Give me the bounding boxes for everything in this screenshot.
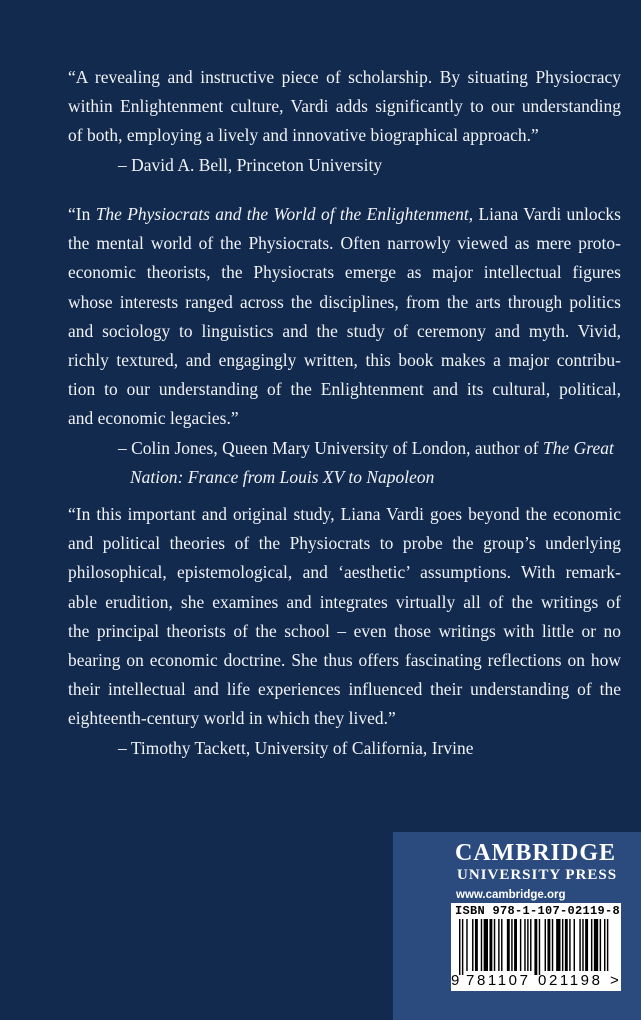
barcode-bar (484, 919, 488, 971)
barcode-bar (520, 919, 521, 971)
blurb-line: of both, employing a lively and innovative biographical approach.” (68, 125, 539, 146)
barcode-bar (494, 919, 495, 971)
barcode-bar (514, 919, 517, 971)
isbn-barcode (451, 903, 621, 991)
barcode-bar (507, 919, 510, 971)
barcode-bar (511, 919, 512, 971)
barcode-bar (562, 919, 563, 971)
blurb-line: and economic legacies.” (68, 408, 239, 429)
barcode-bar (534, 919, 537, 975)
blurb-line: within Enlightenment culture, Vardi adds significantly to our understanding (68, 96, 621, 117)
attribution-title: Nation: France from Louis XV to Napoleon (130, 466, 435, 487)
barcode-bar (579, 919, 580, 971)
blurb-line: the principal theorists of the school – even those writings with little or no (68, 620, 621, 641)
blurb-line: and political theories of the Physiocrats to probe the group’s underlying (68, 533, 621, 554)
barcode-end-mark: > (610, 972, 619, 989)
barcode-bar (527, 919, 528, 971)
blurb-line: “A revealing and instructive piece of scholarship. By situating Physiocracy (68, 67, 621, 87)
barcode-bar (498, 919, 499, 971)
publisher-name: CAMBRIDGE (455, 840, 617, 866)
blurb-line: able erudition, she examines and integrates virtually all of the writings of (68, 591, 621, 612)
blurb-line: “In this important and original study, Liana Vardi goes beyond the economic (68, 504, 621, 524)
blurb-line: philosophical, epistemological, and ‘aesthetic’ assumptions. With remark- (68, 562, 621, 583)
blurb-line: richly textured, and engagingly written, this book makes a major contribu- (68, 350, 621, 371)
blurb-line: the mental world of the Physiocrats. Often narrowly viewed as mere proto- (68, 233, 621, 254)
blurb-line: their intellectual and life experiences influenced their understanding of the (68, 679, 621, 700)
barcode-bar (547, 919, 550, 971)
attribution-bell: – David A. Bell, Princeton University (118, 154, 383, 175)
barcode-bar (569, 919, 570, 971)
barcode-digit-lead: 9 (451, 972, 460, 989)
barcode-bar (545, 919, 546, 971)
attribution-jones (68, 434, 621, 492)
blurb-line: eighteenth-century world in which they lived.” (68, 708, 396, 729)
barcode-bar (489, 919, 492, 971)
attribution-text: – Colin Jones, Queen Mary University of London, author of (118, 437, 544, 458)
barcode-bar (475, 919, 478, 971)
barcode-bar (552, 919, 553, 971)
isbn-label: ISBN 978-1-107-02119-8 (455, 904, 621, 918)
blurb-line: economic theorists, the Physiocrats emerge as major intellectual figures (68, 262, 621, 283)
barcode-bar (591, 919, 592, 971)
barcode-bars (455, 919, 619, 975)
blurb-line: whose interests ranged across the disciplines, from the arts through politics (68, 291, 621, 312)
blurb-jones (68, 200, 621, 492)
publisher-press: UNIVERSITY PRESS (457, 867, 618, 883)
barcode-digit-group-left: 781107 (466, 972, 531, 989)
barcode-bar (574, 919, 575, 971)
barcode-bar (585, 919, 588, 971)
barcode-digit-group-right: 021198 (538, 972, 603, 989)
blurb-suffix: , Liana Vardi unlocks (468, 204, 621, 224)
barcode-bar (466, 919, 467, 971)
barcode-bar (600, 919, 601, 971)
blurb-line (68, 200, 621, 229)
barcode-bar (582, 919, 583, 971)
barcode-bar (501, 919, 502, 971)
attribution-tackett: – Timothy Tackett, University of California, Irvine (118, 737, 474, 758)
attribution-title: The Great (543, 437, 614, 458)
blurb-bell (68, 63, 621, 180)
barcode-bar (539, 919, 540, 975)
book-title: The Physiocrats and the World of the Enlightenment (95, 204, 469, 224)
blurb-line: tion to our understanding of the Enlightenment and its cultural, political, (68, 379, 621, 400)
barcode-bar (604, 919, 605, 971)
publisher-url: www.cambridge.org (456, 889, 566, 901)
barcode-bar (524, 919, 525, 971)
blurb-line: bearing on economic doctrine. She thus offers fascinating reflections on how (68, 650, 621, 671)
barcode-bar (607, 919, 608, 971)
barcode-bar (565, 919, 568, 971)
blurb-tackett (68, 500, 621, 763)
barcode-bar (472, 919, 473, 971)
barcode-bar (530, 919, 531, 971)
barcode-bar (459, 919, 460, 975)
blurb-line: and sociology to linguistics and the study of ceremony and myth. Vivid, (68, 320, 621, 341)
barcode-bar (481, 919, 482, 971)
barcode-bar (462, 919, 463, 975)
blurb-prefix: “In (68, 204, 96, 224)
barcode-bar (556, 919, 560, 971)
barcode-bar (594, 919, 598, 971)
